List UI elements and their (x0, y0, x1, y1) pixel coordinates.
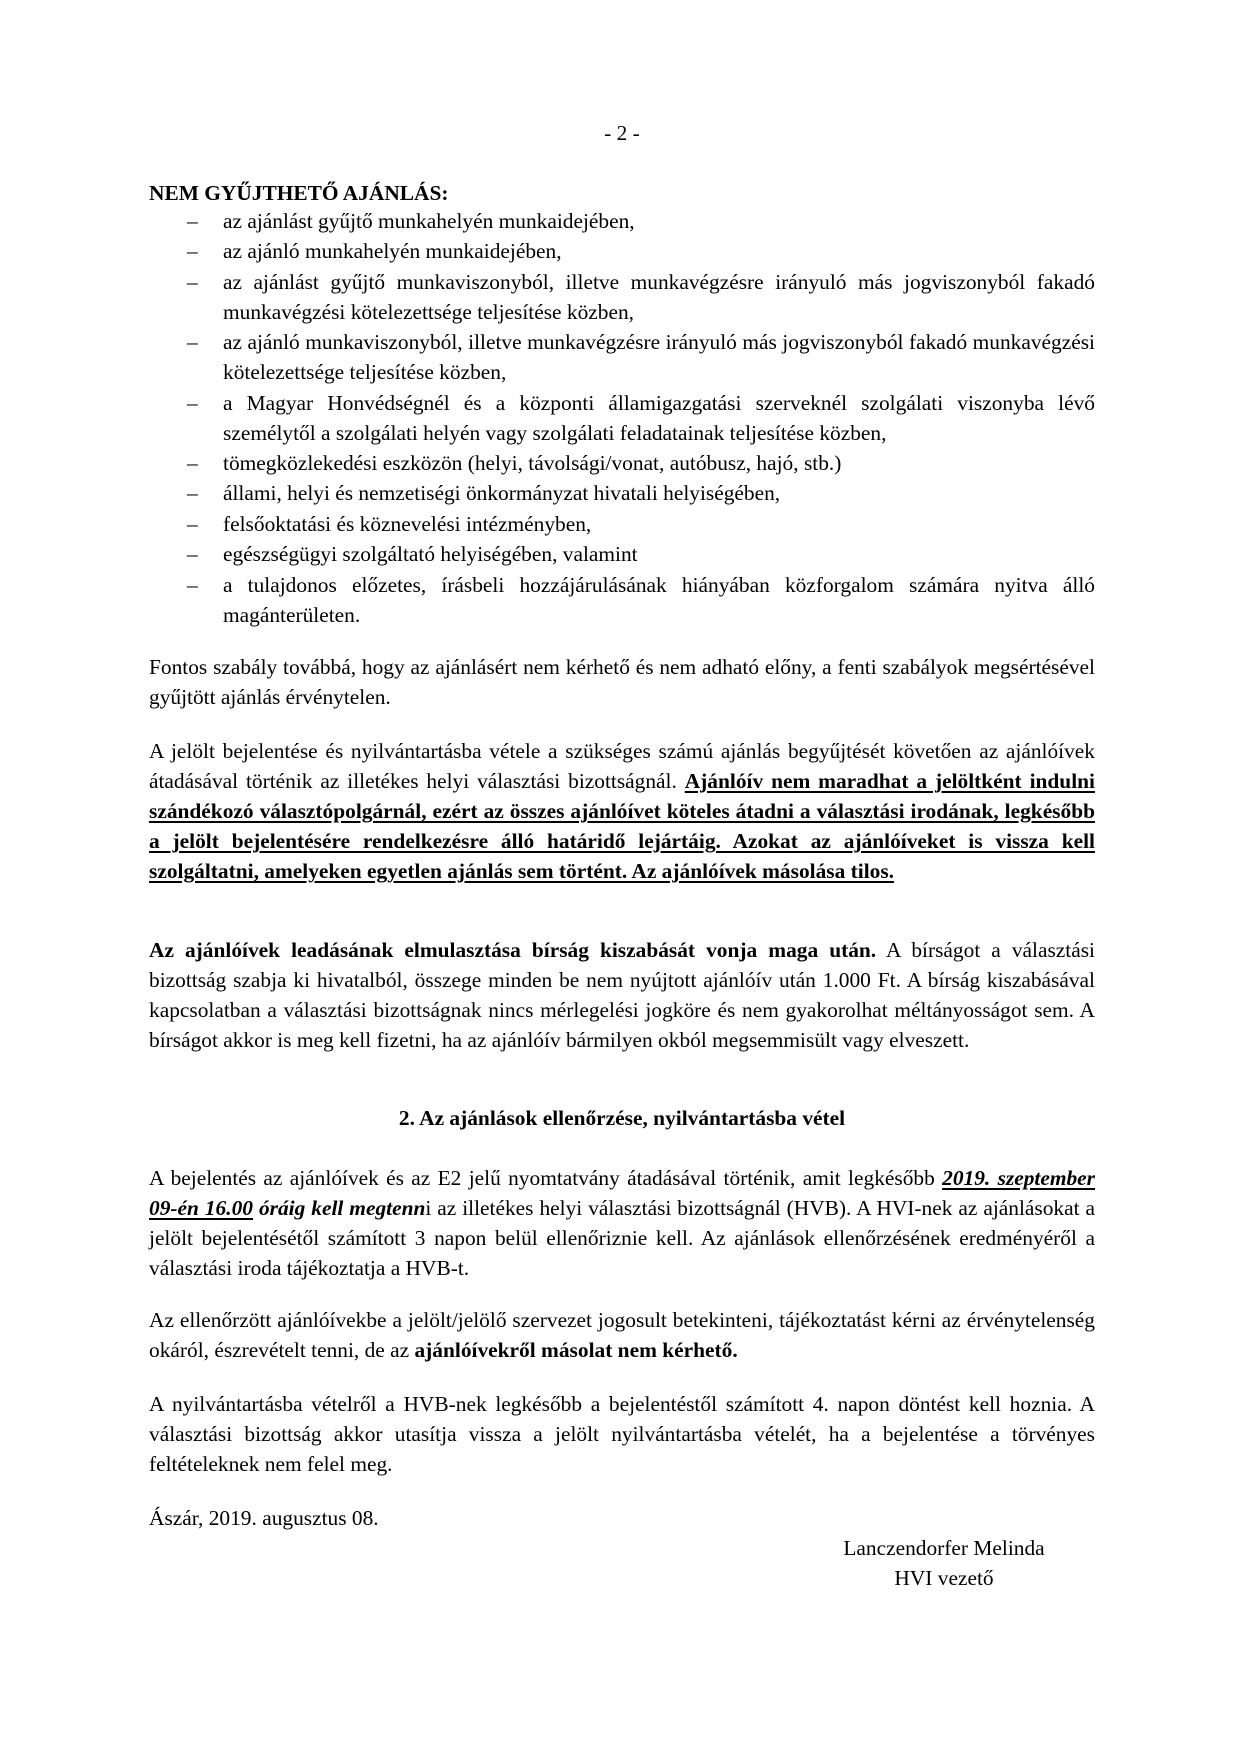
paragraph-inspection (149, 1305, 1095, 1365)
paragraph-submission (149, 736, 1095, 886)
dash-bullet: – (187, 511, 198, 536)
list-item (149, 206, 1095, 236)
list-item-text: a tulajdonos előzetes, írásbeli hozzájárulásának hiányában közforgalom számára nyitva álló magánterületen. (223, 572, 1095, 627)
list-item-text: tömegközlekedési eszközön (helyi, távolsági/vonat, autóbusz, hajó, stb.) (223, 450, 842, 475)
list-item-text: az ajánlást gyűjtő munkaviszonyból, illetve munkavégzésre irányuló más jogviszonyból fakadó munkavégzési kötelezettsége teljesítése közben, (223, 269, 1095, 324)
list-item-text: az ajánló munkaviszonyból, illetve munkavégzésre irányuló más jogviszonyból fakadó munkavégzési kötelezettsége teljesítése közben, (223, 330, 1095, 385)
dash-bullet: – (187, 450, 198, 475)
submission-warning: Ajánlóív nem maradhat a jelöltként indulni szándékozó választópolgárnál, ezért az összes ajánlóívet köteles átadni a választási irodának, legkésőbb a jelölt bejelentésére rendelkezésre álló határidő lejártáig. Azokat az ajánlóíveket is vissza kell szolgáltatni, amelyeken egyetlen ajánlás sem történt. Az ajánlóívek másolása tilos. (149, 769, 1095, 883)
list-item-text: egészségügyi szolgáltató helyiségében, valamint (223, 542, 638, 567)
paragraph-deadline (149, 1163, 1095, 1283)
paragraph-rule: Fontos szabály továbbá, hogy az ajánlásért nem kérhető és nem adható előny, a fenti szabályok megsértésével gyűjtött ajánlás érvénytelen. (149, 655, 1095, 709)
list-item (149, 509, 1095, 539)
dash-bullet: – (187, 572, 198, 597)
fine-warning: Az ajánlóívek leadásának elmulasztása bírság kiszabását vonja maga után. (149, 938, 877, 962)
section-heading: NEM GYŰJTHETŐ AJÁNLÁS: (149, 181, 449, 205)
list-item (149, 388, 1095, 448)
signature-title: HVI vezető (894, 1566, 994, 1590)
page-number: - 2 - (604, 121, 640, 145)
paragraph-fine (149, 935, 1095, 1055)
list-item (149, 570, 1095, 630)
dash-bullet: – (187, 269, 198, 294)
submission-text: A jelölt bejelentése és nyilvántartásba vétele a szükséges számú ajánlás begyűjtését követően az ajánlóívek átadásával történik az illetékes helyi választási bizottságnál. (149, 739, 1095, 793)
restriction-list (149, 206, 1095, 630)
inspection-text: Az ellenőrzött ajánlóívekbe a jelölt/jelölő szervezet jogosult betekinteni, tájékoztatást kérni az érvénytelenség okáról, észrevételt tenni, de az (149, 1308, 1095, 1362)
place-date: Ászár, 2019. augusztus 08. (149, 1506, 379, 1530)
inspection-warning: ajánlóívekről másolat nem kérhető. (414, 1338, 738, 1362)
signature-name: Lanczendorfer Melinda (843, 1536, 1045, 1560)
list-item (149, 478, 1095, 508)
deadline-emphasis: óráig kell megtenn (253, 1196, 426, 1220)
section-title: 2. Az ajánlások ellenőrzése, nyilvántartásba vétel (398, 1106, 846, 1130)
dash-bullet: – (187, 481, 198, 506)
list-item (149, 448, 1095, 478)
fine-text: A bírságot a választási bizottság szabja ki hivatalból, összege minden be nem nyújtott ajánlóív után 1.000 Ft. A bírság kiszabásával kapcsolatban a választási bizottságnak nincs mérlegelési jogköre és nem gyakorolhat méltányosságot sem. A bírságot akkor is meg kell fizetni, ha az ajánlóív bármilyen okból megsemmisült vagy elveszett. (149, 938, 1095, 1052)
list-item-text: az ajánló munkahelyén munkaidejében, (223, 239, 562, 264)
list-item-text: az ajánlást gyűjtő munkahelyén munkaidejében, (223, 209, 635, 233)
list-item-text: a Magyar Honvédségnél és a központi államigazgatási szerveknél szolgálati viszonyba lévő személytől a szolgálati helyén vagy szolgálati feladatainak teljesítése közben, (223, 390, 1095, 445)
signature-block (789, 1533, 1099, 1593)
dash-bullet: – (187, 330, 198, 355)
list-item-text: állami, helyi és nemzetiségi önkormányzat hivatali helyiségében, (223, 481, 781, 506)
paragraph-registration: A nyilvántartásba vételről a HVB-nek legkésőbb a bejelentéstől számított 4. napon döntést kell hoznia. A választási bizottság akkor utasítja vissza a jelölt nyilvántartásba vételét, ha a bejelentése a törvényes feltételeknek nem felel meg. (149, 1392, 1095, 1476)
deadline-intro: A bejelentés az ajánlóívek és az E2 jelű nyomtatvány átadásával történik, amit legkésőbb (149, 1166, 943, 1190)
list-item (149, 327, 1095, 387)
dash-bullet: – (187, 209, 198, 233)
list-item-text: felsőoktatási és köznevelési intézményben, (223, 511, 592, 536)
dash-bullet: – (187, 542, 198, 567)
dash-bullet: – (187, 390, 198, 415)
list-item (149, 267, 1095, 327)
deadline-date: 2019. szeptember 09-én 16.00 (149, 1166, 1096, 1220)
list-item (149, 236, 1095, 266)
list-item (149, 539, 1095, 569)
dash-bullet: – (187, 239, 198, 264)
deadline-text: i az illetékes helyi választási bizottságnál (HVB). A HVI-nek az ajánlásokat a jelölt bejelentésétől számított 3 napon belül ellenőriznie kell. Az ajánlások ellenőrzésének eredményéről a választási iroda tájékoztatja a HVB-t. (149, 1196, 1095, 1280)
